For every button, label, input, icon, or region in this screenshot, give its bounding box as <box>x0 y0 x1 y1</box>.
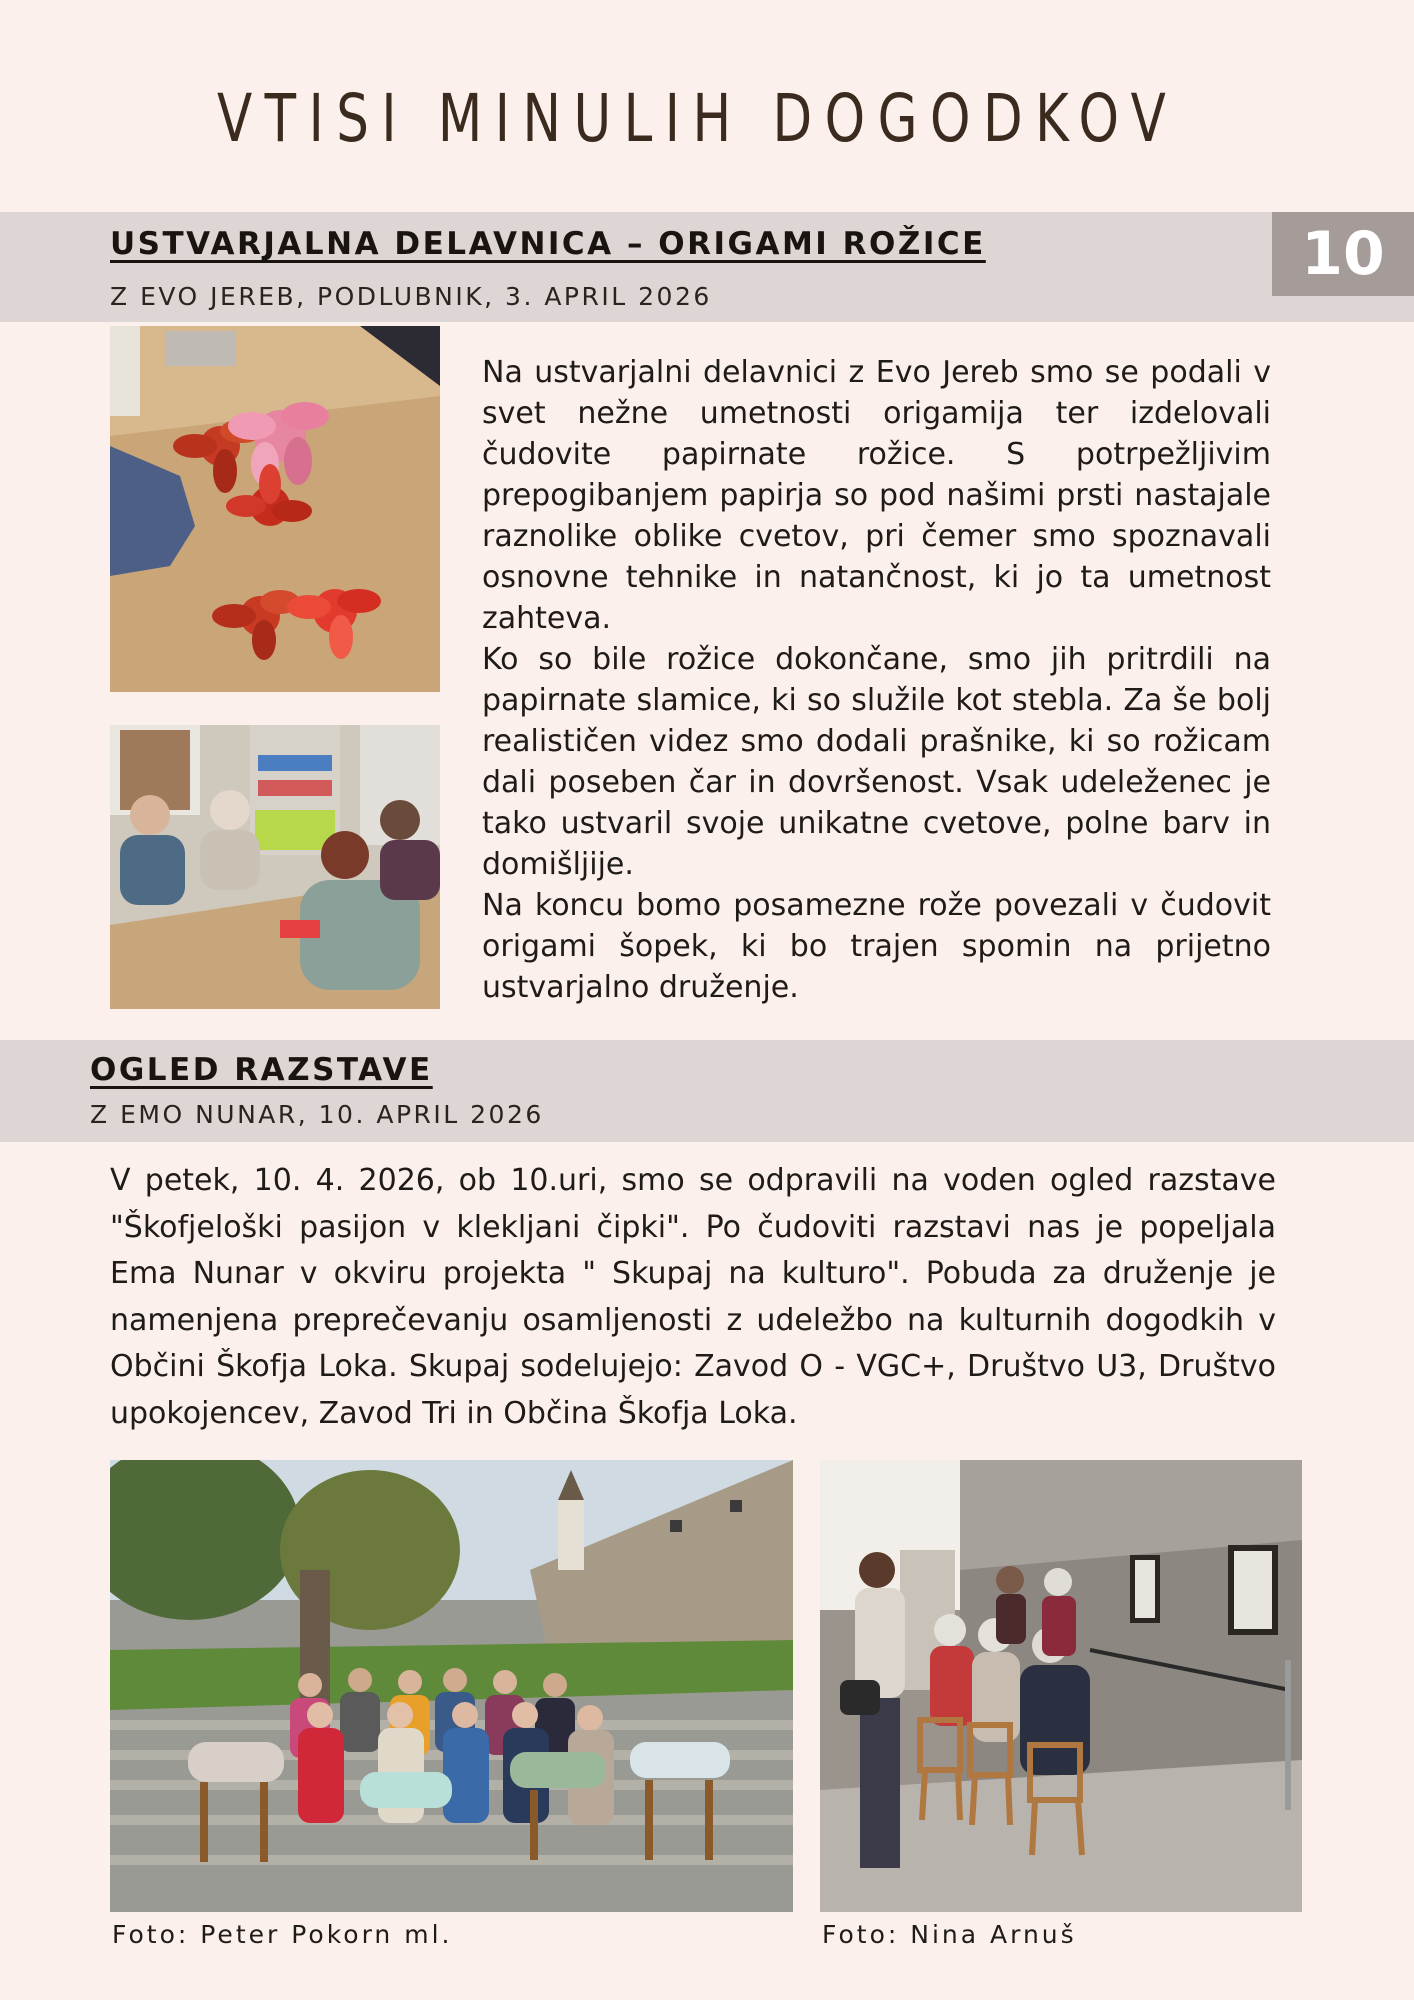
page-number: 10 <box>1272 212 1414 296</box>
photo-credit-right: Foto: Nina Arnuš <box>822 1920 1077 1949</box>
photo-credit-left: Foto: Peter Pokorn ml. <box>112 1920 453 1949</box>
section2-title: OGLED RAZSTAVE <box>90 1052 433 1088</box>
workshop-participants-photo <box>110 725 440 1009</box>
section2-paragraph: V petek, 10. 4. 2026, ob 10.uri, smo se odpravili na voden ogled razstave "Škofjeloški pasijon v klekljani čipki". Po čudoviti razstavi nas je popeljala Ema Nunar v okviru projekta " Skupaj na kulturo". Pobuda za druženje je namenjena preprečevanju osamljenosti z udeležbo na kulturnih dogodkih v Občini Škofja Loka. Skupaj sodelujejo: Zavod O - VGC+, Društvo U3, Društvo upokojencev, Zavod Tri in Občina Škofja Loka. <box>110 1163 1276 1431</box>
section2-text <box>110 1158 1276 1437</box>
section2-subtitle: Z EMO NUNAR, 10. APRIL 2026 <box>90 1100 544 1129</box>
section1-paragraph: Na koncu bomo posamezne rože povezali v čudovit origami šopek, ki bo trajen spomin na prijetno ustvarjalno druženje. <box>482 888 1271 1005</box>
section1-subtitle: Z EVO JEREB, PODLUBNIK, 3. APRIL 2026 <box>110 282 712 311</box>
exhibition-indoor-photo <box>820 1460 1302 1912</box>
page-title: VTISI MINULIH DOGODKOV <box>216 80 1179 157</box>
group-outdoor-photo <box>110 1460 793 1912</box>
origami-flowers-photo <box>110 326 440 692</box>
section1-paragraph: Ko so bile rožice dokončane, smo jih pritrdili na papirnate slamice, ki so služile kot stebla. Za še bolj realističen videz smo dodali prašnike, ki so rožicam dali poseben čar in dovršenost. Vsak udeleženec je tako ustvaril svoje unikatne cvetove, polne barv in domišljije. <box>482 642 1271 882</box>
section1-paragraph: Na ustvarjalni delavnici z Evo Jereb smo se podali v svet nežne umetnosti origamija ter izdelovali čudovite papirnate rožice. S potrpežljivim prepogibanjem papirja so pod našimi prsti nastajale raznolike oblike cvetov, pri čemer smo spoznavali osnovne tehnike in natančnost, ki jo ta umetnost zahteva. <box>482 355 1271 636</box>
section1-title: USTVARJALNA DELAVNICA – ORIGAMI ROŽICE <box>110 226 986 262</box>
section1-text <box>482 352 1271 1008</box>
